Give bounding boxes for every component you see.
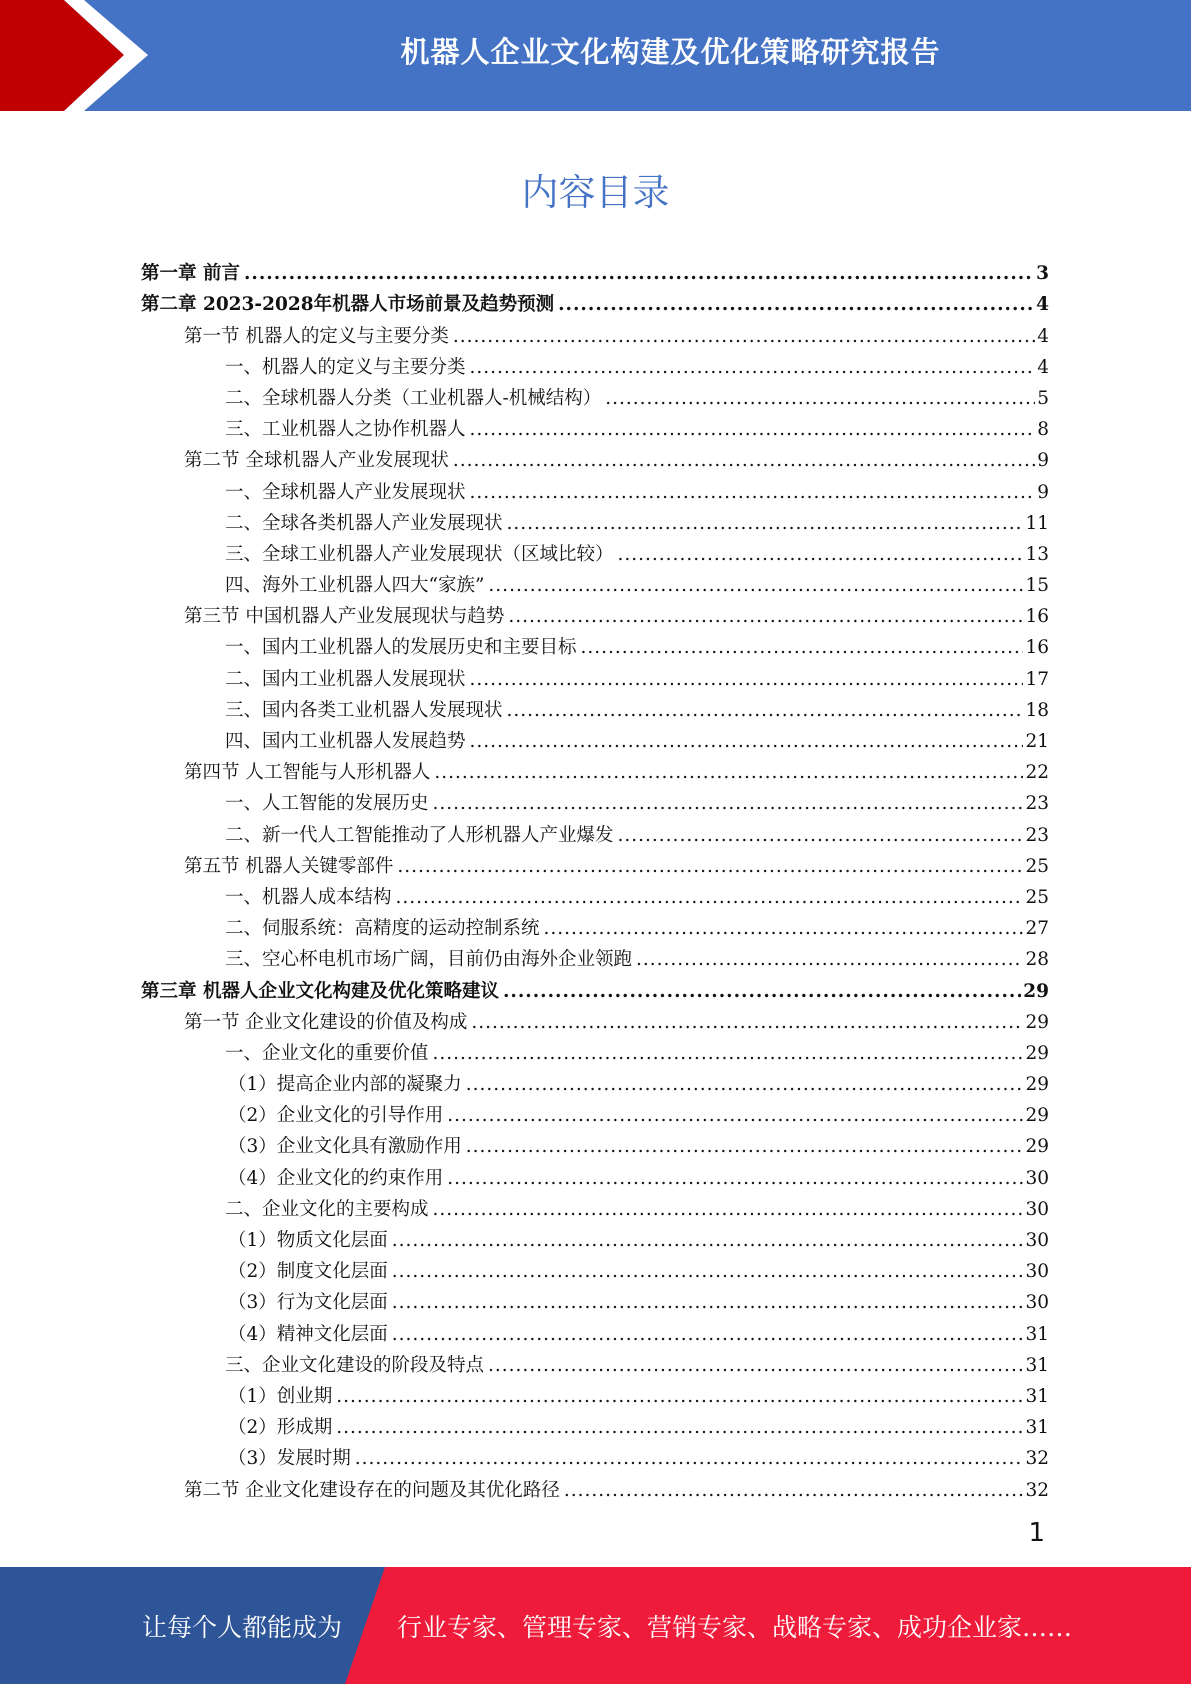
toc-entry-page: 30 [1025, 1292, 1049, 1314]
toc-entry-page: 15 [1025, 575, 1049, 597]
toc-entry-title: 一、企业文化的重要价值 [225, 1042, 429, 1064]
toc-entry-title: 二、国内工业机器人发展现状 [225, 668, 466, 690]
report-title: 机器人企业文化构建及优化策略研究报告 [400, 35, 941, 69]
toc-entry-title: 第五节 机器人关键零部件 [184, 855, 394, 877]
toc-entry-title: 二、企业文化的主要构成 [225, 1198, 429, 1220]
toc-dot-leader [392, 1261, 1024, 1283]
toc-entry-page: 25 [1025, 855, 1049, 877]
toc-entry-page: 8 [1037, 419, 1049, 441]
toc-entry-title: 二、全球各类机器人产业发展现状 [225, 512, 503, 534]
toc-entry-page: 32 [1025, 1479, 1049, 1501]
toc-dot-leader [636, 949, 1023, 971]
toc-entry[interactable] [141, 1158, 1049, 1189]
toc-dot-leader [434, 762, 1023, 784]
toc-entry-page: 13 [1025, 543, 1049, 565]
toc-entry-page: 18 [1025, 699, 1049, 721]
toc-dot-leader [447, 1105, 1023, 1127]
footer-slogan-left: 让每个人都能成为 [142, 1612, 343, 1642]
toc-dot-leader [433, 1043, 1024, 1065]
toc-entry-title: 一、机器人的定义与主要分类 [225, 356, 466, 378]
toc-entry-title: 第二节 全球机器人产业发展现状 [184, 450, 449, 472]
toc-entry-title: （4）企业文化的约束作用 [228, 1167, 444, 1189]
toc-entry[interactable] [141, 410, 1049, 441]
toc-dot-leader [392, 1230, 1024, 1252]
toc-entry[interactable] [141, 1470, 1049, 1501]
toc-dot-leader [558, 294, 1034, 316]
page-number: 1 [1028, 1518, 1045, 1548]
toc-entry-page: 3 [1036, 263, 1049, 285]
page-footer [0, 1567, 1191, 1684]
toc-dot-leader [470, 357, 1036, 379]
toc-entry-title: 二、伺服系统：高精度的运动控制系统 [225, 918, 540, 940]
toc-entry[interactable] [141, 566, 1049, 597]
toc-dot-leader [605, 388, 1035, 410]
toc-entry[interactable] [141, 1127, 1049, 1158]
toc-dot-leader [244, 263, 1034, 285]
toc-entry-title: 第四节 人工智能与人形机器人 [184, 762, 431, 784]
toc-entry-page: 17 [1025, 668, 1049, 690]
toc-entry-title: 四、海外工业机器人四大“家族” [225, 575, 485, 597]
toc-entry-title: 第二节 企业文化建设存在的问题及其优化路径 [184, 1479, 560, 1501]
toc-entry-title: 三、全球工业机器人产业发展现状（区域比较） [225, 543, 614, 565]
toc-entry[interactable] [141, 1377, 1049, 1408]
toc-entry-page: 4 [1037, 356, 1049, 378]
toc-dot-leader [470, 482, 1036, 504]
toc-entry-page: 30 [1025, 1230, 1049, 1251]
toc-dot-leader [453, 326, 1035, 348]
toc-entry[interactable] [141, 659, 1049, 690]
toc-entry-page: 32 [1025, 1448, 1049, 1470]
toc-entry-title: 二、全球机器人分类（工业机器人-机械结构） [225, 387, 602, 409]
toc-dot-leader [392, 1324, 1024, 1346]
toc-entry[interactable] [141, 847, 1049, 878]
toc-dot-leader [433, 793, 1024, 815]
toc-entry-title: 二、新一代人工智能推动了人形机器人产业爆发 [225, 824, 614, 846]
toc-dot-leader [564, 1480, 1024, 1502]
toc-entry-page: 29 [1023, 980, 1049, 1002]
toc-entry-page: 9 [1037, 481, 1049, 503]
toc-dot-leader [618, 544, 1024, 566]
toc-entry[interactable] [141, 1190, 1049, 1221]
toc-entry[interactable] [141, 1065, 1049, 1096]
toc-entry-title: （2）制度文化层面 [228, 1261, 388, 1283]
toc-entry[interactable] [141, 597, 1049, 628]
toc-entry-title: 三、工业机器人之协作机器人 [225, 419, 466, 441]
toc-entry-page: 22 [1025, 762, 1049, 784]
toc-entry-title: 一、人工智能的发展历史 [225, 793, 429, 815]
toc-dot-leader [466, 1136, 1024, 1158]
toc-dot-leader [618, 825, 1024, 847]
toc-entry[interactable] [141, 753, 1049, 784]
toc-entry[interactable] [141, 1283, 1049, 1314]
toc-entry-title: 一、国内工业机器人的发展历史和主要目标 [225, 637, 577, 659]
toc-entry[interactable] [141, 1408, 1049, 1439]
toc-entry[interactable] [141, 1314, 1049, 1345]
toc-entry[interactable] [141, 628, 1049, 659]
toc-entry[interactable] [141, 1252, 1049, 1283]
toc-entry-title: 四、国内工业机器人发展趋势 [225, 731, 466, 752]
table-of-contents [141, 254, 1049, 1502]
toc-entry-page: 5 [1037, 387, 1049, 409]
toc-entry-page: 29 [1025, 1011, 1049, 1033]
toc-entry-page: 29 [1025, 1074, 1049, 1096]
toc-dot-leader [336, 1417, 1023, 1439]
toc-entry-title: 三、空心杯电机市场广阔，目前仍由海外企业领跑 [225, 949, 633, 971]
toc-entry[interactable] [141, 441, 1049, 472]
toc-entry[interactable] [141, 348, 1049, 379]
toc-entry[interactable] [141, 535, 1049, 566]
toc-entry-page: 4 [1037, 325, 1049, 347]
toc-entry-page: 30 [1025, 1261, 1049, 1283]
toc-entry-title: （2）形成期 [228, 1417, 333, 1439]
toc-entry-title: （1）提高企业内部的凝聚力 [228, 1074, 462, 1096]
toc-entry-title: 一、机器人成本结构 [225, 886, 392, 908]
toc-entry-title: （3）企业文化具有激励作用 [228, 1136, 462, 1158]
toc-entry[interactable] [141, 254, 1049, 285]
toc-entry[interactable] [141, 971, 1049, 1002]
toc-dot-leader [507, 513, 1024, 535]
toc-entry-page: 23 [1025, 824, 1049, 846]
toc-entry-page: 31 [1025, 1323, 1049, 1345]
toc-entry-title: 第一节 企业文化建设的价值及构成 [184, 1011, 468, 1033]
toc-dot-leader [355, 1448, 1024, 1470]
toc-entry-page: 30 [1025, 1198, 1049, 1220]
footer-slogan-right: 行业专家、管理专家、营销专家、战略专家、成功企业家…… [397, 1612, 1073, 1642]
toc-entry-title: 第一节 机器人的定义与主要分类 [184, 325, 449, 347]
toc-entry-page: 31 [1025, 1354, 1049, 1376]
toc-entry[interactable] [141, 878, 1049, 909]
toc-entry[interactable] [141, 722, 1049, 753]
toc-entry-title: （1）创业期 [228, 1385, 333, 1407]
toc-entry[interactable] [141, 316, 1049, 347]
red-chevron-decoration [0, 0, 160, 111]
toc-entry-title: 第三节 中国机器人产业发展现状与趋势 [184, 606, 505, 628]
toc-entry-page: 21 [1025, 731, 1049, 752]
toc-dot-leader [396, 887, 1024, 909]
toc-entry[interactable] [141, 1096, 1049, 1127]
toc-entry-title: 一、全球机器人产业发展现状 [225, 481, 466, 503]
toc-dot-leader [508, 606, 1023, 628]
toc-entry-title: （3）行为文化层面 [228, 1292, 388, 1314]
toc-entry-page: 29 [1025, 1042, 1049, 1064]
toc-entry[interactable] [141, 815, 1049, 846]
toc-entry-page: 30 [1025, 1167, 1049, 1189]
toc-entry-page: 31 [1025, 1385, 1049, 1407]
toc-dot-leader [397, 856, 1023, 878]
toc-entry-page: 4 [1036, 294, 1049, 316]
toc-entry[interactable] [141, 940, 1049, 971]
toc-dot-leader [544, 918, 1024, 940]
toc-entry[interactable] [141, 379, 1049, 410]
toc-entry[interactable] [141, 784, 1049, 815]
toc-entry[interactable] [141, 472, 1049, 503]
toc-entry-title: 第二章 2023-2028年机器人市场前景及趋势预测 [141, 294, 555, 316]
toc-entry-page: 29 [1025, 1136, 1049, 1158]
toc-entry-page: 16 [1025, 606, 1049, 628]
toc-heading: 内容目录 [521, 171, 670, 214]
toc-entry[interactable] [141, 285, 1049, 316]
toc-entry-page: 27 [1025, 918, 1049, 940]
toc-entry-page: 9 [1037, 450, 1049, 472]
toc-entry-page: 11 [1025, 512, 1049, 534]
toc-entry[interactable] [141, 1221, 1049, 1252]
toc-entry-title: 三、企业文化建设的阶段及特点 [225, 1354, 485, 1376]
toc-entry-title: （1）物质文化层面 [228, 1230, 388, 1251]
toc-dot-leader [336, 1386, 1023, 1408]
toc-dot-leader [488, 1355, 1023, 1377]
toc-dot-leader [433, 1199, 1024, 1221]
toc-dot-leader [581, 637, 1024, 659]
toc-entry-title: 第三章 机器人企业文化构建及优化策略建议 [141, 980, 499, 1002]
toc-entry-page: 23 [1025, 793, 1049, 815]
page-header [0, 0, 1191, 111]
toc-entry-title: 第一章 前言 [141, 263, 240, 285]
toc-entry[interactable] [141, 504, 1049, 535]
toc-dot-leader [503, 981, 1021, 1003]
toc-entry[interactable] [141, 1346, 1049, 1377]
toc-entry-page: 25 [1025, 886, 1049, 908]
toc-dot-leader [470, 731, 1024, 753]
toc-entry[interactable] [141, 909, 1049, 940]
toc-dot-leader [466, 1074, 1024, 1096]
toc-entry[interactable] [141, 1003, 1049, 1034]
toc-dot-leader [507, 700, 1024, 722]
toc-entry-title: （4）精神文化层面 [228, 1323, 388, 1345]
toc-entry-title: 三、国内各类工业机器人发展现状 [225, 699, 503, 721]
toc-dot-leader [488, 575, 1023, 597]
toc-entry[interactable] [141, 691, 1049, 722]
toc-dot-leader [453, 450, 1035, 472]
toc-entry[interactable] [141, 1034, 1049, 1065]
toc-dot-leader [471, 1012, 1023, 1034]
toc-dot-leader [470, 419, 1036, 441]
toc-entry-page: 16 [1025, 637, 1049, 659]
toc-entry-page: 29 [1025, 1105, 1049, 1127]
toc-dot-leader [392, 1292, 1024, 1314]
toc-entry-page: 31 [1025, 1417, 1049, 1439]
toc-entry[interactable] [141, 1439, 1049, 1470]
toc-dot-leader [447, 1168, 1023, 1190]
toc-dot-leader [470, 669, 1024, 691]
toc-entry-title: （3）发展时期 [228, 1448, 351, 1470]
toc-entry-title: （2）企业文化的引导作用 [228, 1105, 444, 1127]
toc-entry-page: 28 [1025, 949, 1049, 971]
